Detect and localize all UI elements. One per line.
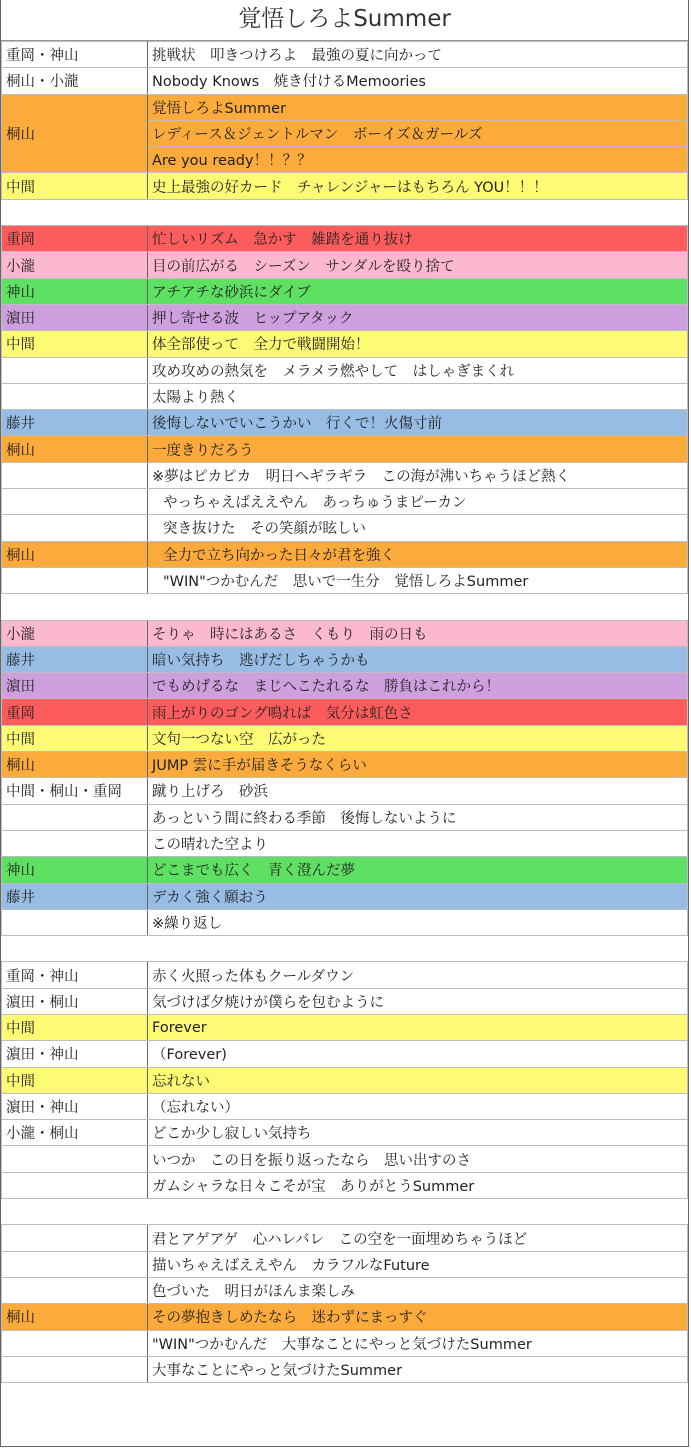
lyric-row [2,857,688,883]
lyric-cell: 赤く火照った体もクールダウン [148,962,688,988]
lyric-cell: 挑戦状 叩きつけろよ 最強の夏に向かって [148,42,688,68]
singer-cell: 藤井 [2,646,148,672]
singer-cell: 桐山 [2,436,148,462]
lyric-cell: 体全部使って 全力で戦闘開始！ [148,331,688,357]
lyric-row [2,620,688,646]
lyrics-table [1,41,688,1383]
singer-cell: 小瀧・桐山 [2,1120,148,1146]
lyric-cell: 史上最強の好カード チャレンジャーはもちろん YOU！！！ [148,173,688,199]
singer-cell: 桐山 [2,1304,148,1330]
lyric-cell: 色づいた 明日がほんま楽しみ [148,1277,688,1303]
lyric-row [2,699,688,725]
singer-cell: 中間 [2,1014,148,1040]
singer-cell: 神山 [2,278,148,304]
blank-row [2,594,688,620]
lyric-row [2,1225,688,1251]
lyric-row [2,436,688,462]
lyric-row [2,226,688,252]
singer-cell: 藤井 [2,410,148,436]
lyric-cell: 描いちゃえばええやん カラフルなFuture [148,1251,688,1277]
singer-cell [2,1251,148,1277]
lyric-cell: 目の前広がる シーズン サンダルを殴り捨て [148,252,688,278]
lyric-row [2,725,688,751]
lyric-row [2,42,688,68]
lyric-row [2,278,688,304]
lyric-row [2,752,688,778]
lyric-row [2,68,688,94]
singer-cell [2,383,148,409]
singer-cell [2,1356,148,1382]
singer-cell: 重岡・神山 [2,962,148,988]
lyric-cell: 全力で立ち向かった日々が君を強く [148,541,688,567]
lyric-row [2,331,688,357]
lyric-row [2,1330,688,1356]
lyric-cell: 突き抜けた その笑顔が眩しい [148,515,688,541]
lyric-row [2,830,688,856]
lyric-row [2,909,688,935]
singer-cell [2,1146,148,1172]
lyric-row [2,1251,688,1277]
lyric-cell: 暗い気持ち 逃げだしちゃうかも [148,646,688,672]
lyric-cell: あっという間に終わる季節 後悔しないように [148,804,688,830]
lyric-cell: Forever [148,1014,688,1040]
singer-cell [2,357,148,383]
spacer-cell [2,936,688,962]
lyric-row [2,1356,688,1382]
lyric-cell: どこか少し寂しい気持ち [148,1120,688,1146]
singer-cell [2,462,148,488]
lyric-row [2,462,688,488]
singer-cell: 濵田 [2,304,148,330]
lyric-cell: "WIN"つかむんだ 思いで一生分 覚悟しろよSummer [148,567,688,593]
singer-cell: 濵田 [2,673,148,699]
singer-cell [2,1330,148,1356]
singer-cell [2,489,148,515]
lyric-row [2,567,688,593]
lyric-cell: この晴れた空より [148,830,688,856]
lyric-row [2,383,688,409]
singer-cell [2,909,148,935]
singer-cell [2,515,148,541]
spacer-cell [2,199,688,225]
singer-cell: 濵田・桐山 [2,988,148,1014]
lyric-cell: 太陽より熱く [148,383,688,409]
lyric-row [2,883,688,909]
lyric-cell: そりゃ 時にはあるさ くもり 雨の日も [148,620,688,646]
singer-cell: 藤井 [2,883,148,909]
sheet-title: 覚悟しろよSummer [1,0,688,41]
singer-cell [2,804,148,830]
lyric-row [2,962,688,988]
singer-cell: 中間 [2,1067,148,1093]
spacer-cell [2,594,688,620]
lyric-cell: 攻め攻めの熱気を メラメラ燃やして はしゃぎまくれ [148,357,688,383]
lyric-row [2,804,688,830]
blank-row [2,1199,688,1225]
blank-row [2,936,688,962]
lyric-row [2,94,688,120]
lyric-cell: 後悔しないでいこうかい 行くで！火傷寸前 [148,410,688,436]
lyric-cell: Nobody Knows 焼き付けるMemoories [148,68,688,94]
lyric-row [2,489,688,515]
lyrics-rows [2,42,688,1383]
singer-cell [2,1225,148,1251]
lyric-cell: ※夢はピカピカ 明日へギラギラ この海が沸いちゃうほど熱く [148,462,688,488]
lyric-row [2,778,688,804]
lyric-cell: 覚悟しろよSummer [148,94,688,120]
spacer-cell [2,1199,688,1225]
lyric-row [2,410,688,436]
singer-cell: 中間 [2,331,148,357]
lyric-row [2,1172,688,1198]
singer-cell: 桐山 [2,94,148,173]
singer-cell: 重岡 [2,226,148,252]
lyric-cell: どこまでも広く 青く澄んだ夢 [148,857,688,883]
lyric-cell: （Forever) [148,1041,688,1067]
lyric-row [2,252,688,278]
lyric-cell: その夢抱きしめたなら 迷わずにまっすぐ [148,1304,688,1330]
lyric-cell: ※繰り返し [148,909,688,935]
lyric-cell: デカく強く願おう [148,883,688,909]
lyric-row [2,646,688,672]
lyric-row [2,173,688,199]
lyric-row [2,673,688,699]
lyric-cell: でもめげるな まじへこたれるな 勝負はこれから！ [148,673,688,699]
singer-cell: 中間 [2,173,148,199]
singer-cell: 神山 [2,857,148,883]
lyric-row [2,1067,688,1093]
blank-row [2,199,688,225]
lyric-row [2,541,688,567]
singer-cell: 濵田・神山 [2,1041,148,1067]
singer-cell: 濵田・神山 [2,1093,148,1119]
lyric-row [2,1041,688,1067]
lyric-cell: 忙しいリズム 急かす 雑踏を通り抜け [148,226,688,252]
singer-cell: 中間 [2,725,148,751]
lyric-cell: （忘れない） [148,1093,688,1119]
lyric-cell: 気づけば夕焼けが僕らを包むように [148,988,688,1014]
lyric-cell: 雨上がりのゴング鳴れば 気分は虹色さ [148,699,688,725]
singer-cell: 桐山 [2,541,148,567]
lyric-cell: 文句一つない空 広がった [148,725,688,751]
lyric-cell: 一度きりだろう [148,436,688,462]
lyric-cell: 君とアゲアゲ 心ハレバレ この空を一面埋めちゃうほど [148,1225,688,1251]
lyric-cell: 大事なことにやっと気づけたSummer [148,1356,688,1382]
singer-cell: 桐山 [2,752,148,778]
singer-cell: 重岡・神山 [2,42,148,68]
lyric-cell: 押し寄せる波 ヒップアタック [148,304,688,330]
lyric-row [2,304,688,330]
lyric-row [2,1093,688,1119]
singer-cell [2,1172,148,1198]
lyric-row [2,1304,688,1330]
singer-cell: 小瀧 [2,620,148,646]
lyric-cell: アチアチな砂浜にダイブ [148,278,688,304]
singer-cell [2,567,148,593]
lyric-row [2,1014,688,1040]
singer-cell: 重岡 [2,699,148,725]
lyric-cell: "WIN"つかむんだ 大事なことにやっと気づけたSummer [148,1330,688,1356]
lyric-row [2,515,688,541]
lyric-cell: いつか この日を振り返ったなら 思い出すのさ [148,1146,688,1172]
lyric-cell: JUMP 雲に手が届きそうなくらい [148,752,688,778]
singer-cell: 桐山・小瀧 [2,68,148,94]
lyric-row [2,1146,688,1172]
singer-cell: 小瀧 [2,252,148,278]
lyric-cell: ガムシャラな日々こそが宝 ありがとうSummer [148,1172,688,1198]
lyric-cell: レディース＆ジェントルマン ボーイズ＆ガールズ [148,120,688,146]
lyric-cell: Are you ready！！？？ [148,147,688,173]
singer-cell: 中間・桐山・重岡 [2,778,148,804]
lyric-cell: やっちゃえばええやん あっちゅうまピーカン [148,489,688,515]
singer-cell [2,830,148,856]
lyric-cell: 蹴り上げろ 砂浜 [148,778,688,804]
lyric-cell: 忘れない [148,1067,688,1093]
lyric-row [2,357,688,383]
lyric-row [2,988,688,1014]
lyric-row [2,1277,688,1303]
singer-cell [2,1277,148,1303]
lyric-row [2,1120,688,1146]
